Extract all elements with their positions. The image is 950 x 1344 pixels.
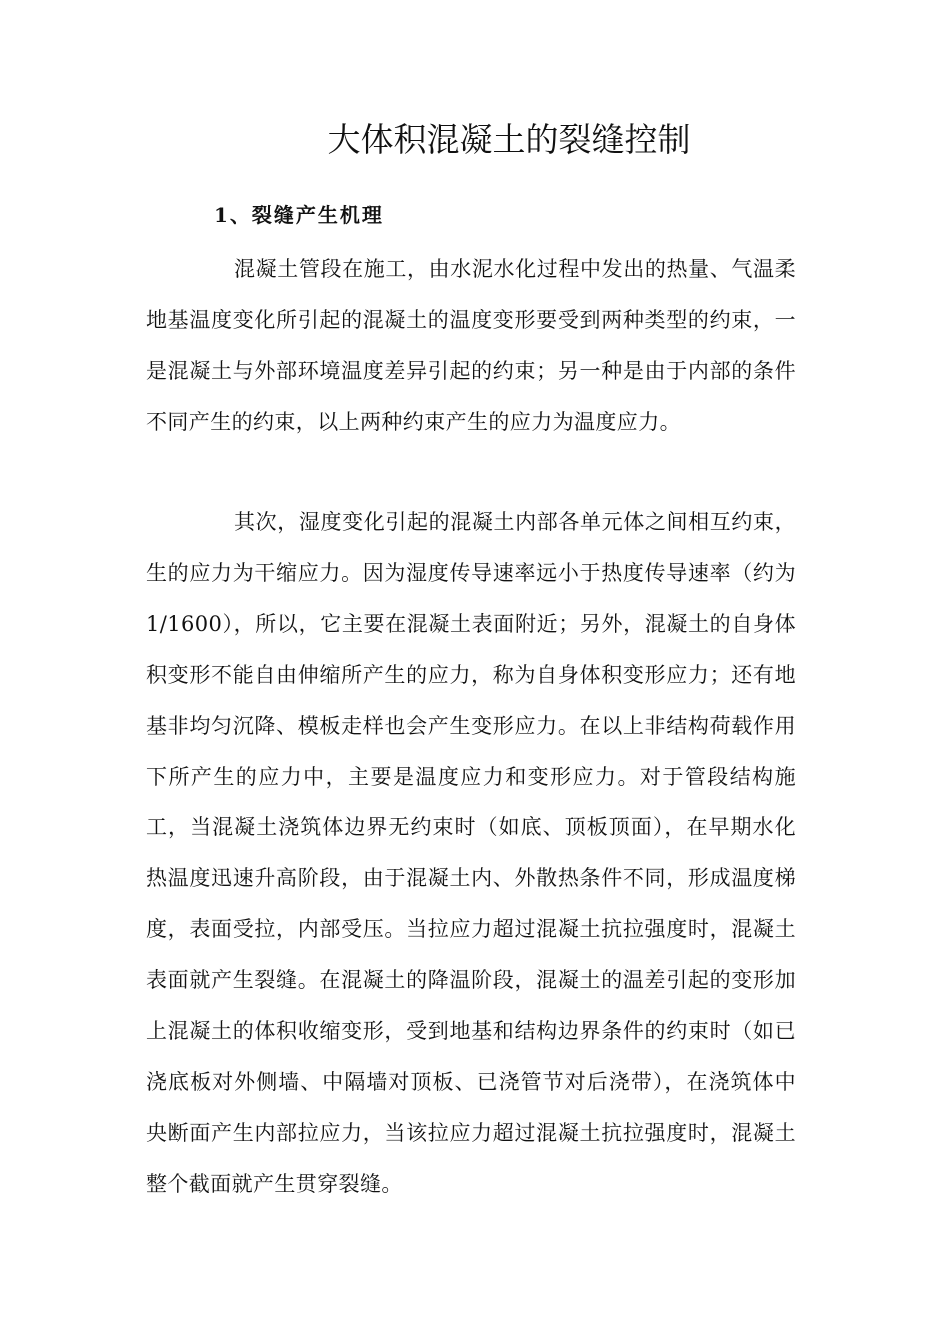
document-title: 大体积混凝土的裂缝控制: [327, 120, 691, 159]
section-heading: 1、裂缝产生机理: [214, 203, 384, 227]
paragraph-shrinkage-stress: 其次，湿度变化引起的混凝土内部各单元体之间相互约束，生的应力为干缩应力。因为湿度传导速率远小于热度传导速率（约为1/1600），所以，它主要在混凝土表面附近；另外，混凝土的自身体积变形不能自由伸缩所产生的应力，称为自身体积变形应力；还有地基非均匀沉降、模板走样也会产生变形应力。在以上非结构荷载作用下所产生的应力中，主要是温度应力和变形应力。对于管段结构施工，当混凝土浇筑体边界无约束时（如底、顶板顶面），在早期水化热温度迅速升高阶段，由于混凝土内、外散热条件不同，形成温度梯度，表面受拉，内部受压。当拉应力超过混凝土抗拉强度时，混凝土表面就产生裂缝。在混凝土的降温阶段，混凝土的温差引起的变形加上混凝土的体积收缩变形，受到地基和结构边界条件的约束时（如已浇底板对外侧墙、中隔墙对顶板、已浇管节对后浇带），在浇筑体中央断面产生内部拉应力，当该拉应力超过混凝土抗拉强度时，混凝土整个截面就产生贯穿裂缝。: [146, 510, 796, 1196]
paragraph-temperature-stress: 混凝土管段在施工，由水泥水化过程中发出的热量、气温柔地基温度变化所引起的混凝土的温度变形要受到两种类型的约束，一是混凝土与外部环境温度差异引起的约束；另一种是由于内部的条件不同产生的约束，以上两种约束产生的应力为温度应力。: [146, 257, 796, 434]
